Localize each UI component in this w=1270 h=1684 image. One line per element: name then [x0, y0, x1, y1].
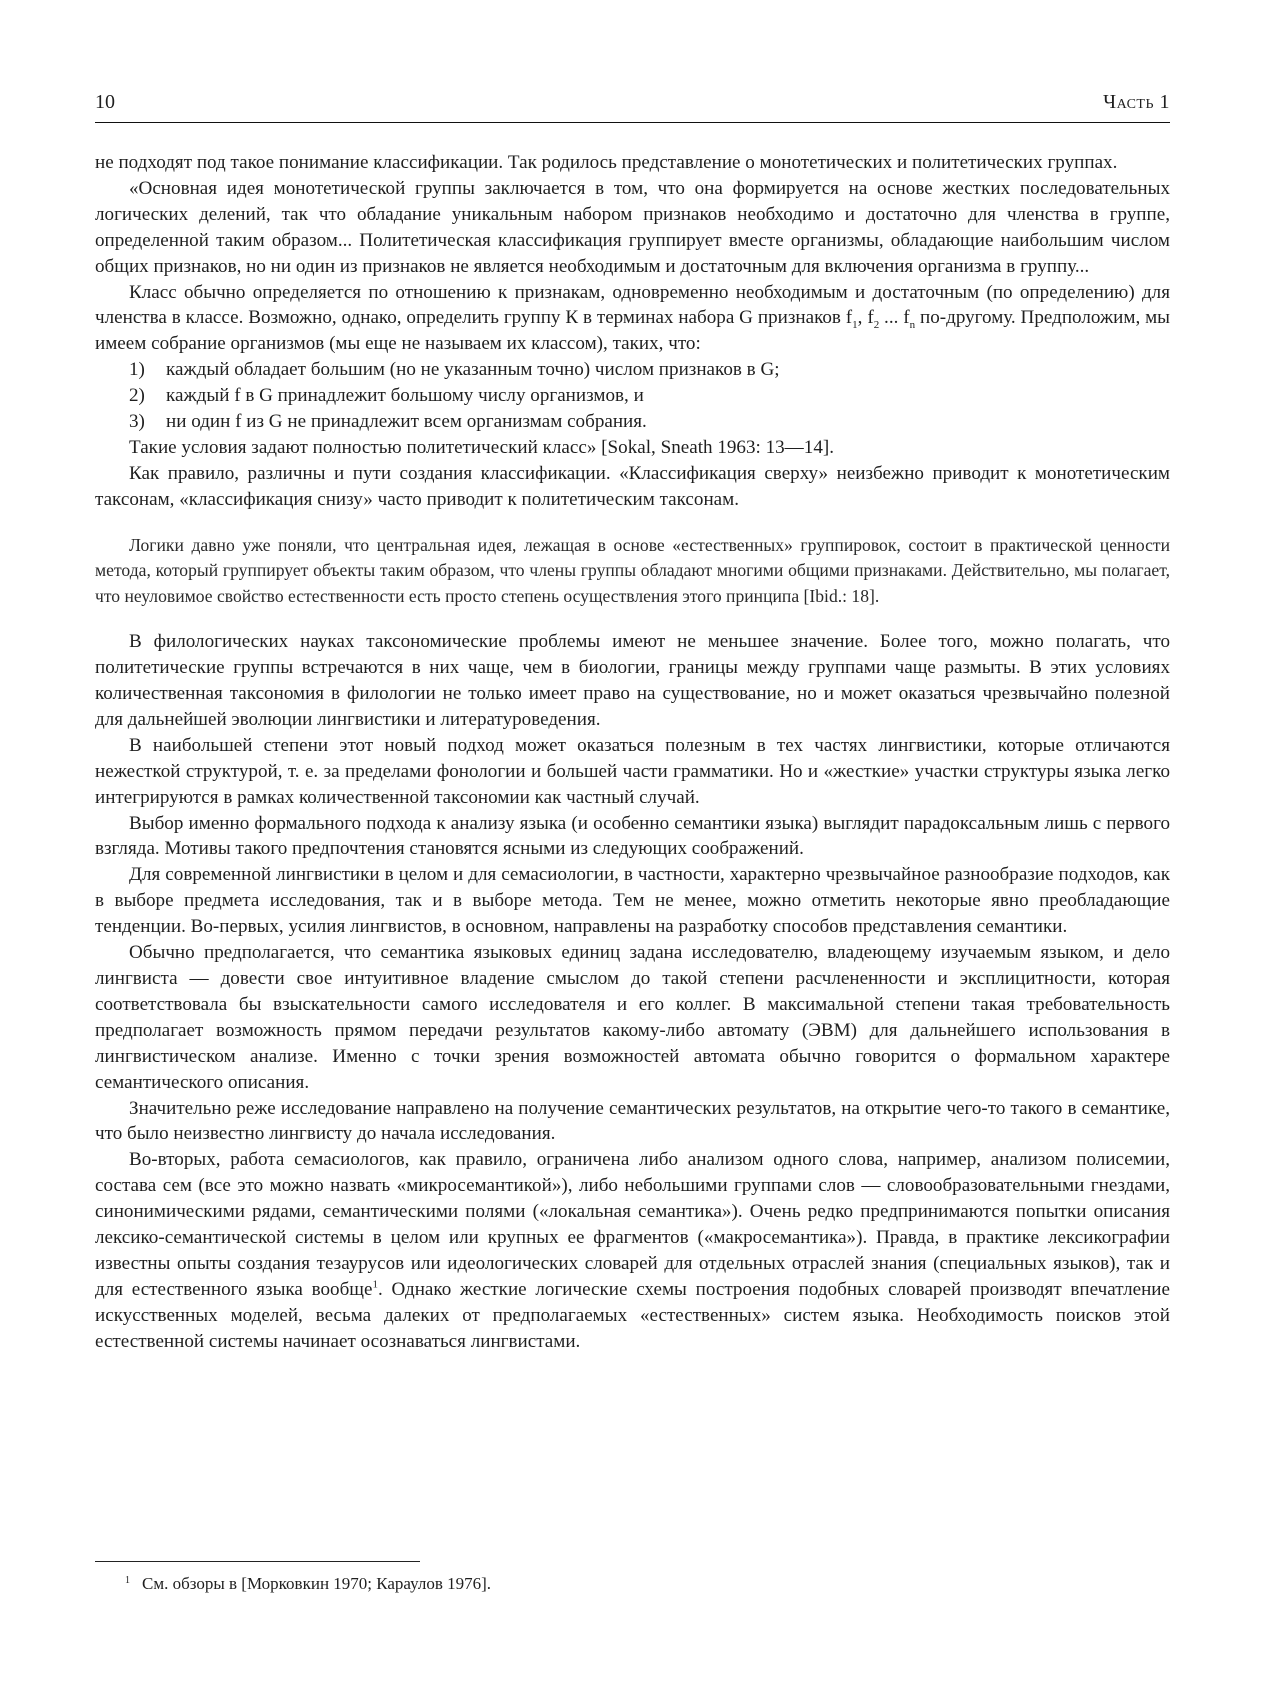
paragraph [95, 1147, 1170, 1354]
paragraph: Для современной лингвистики в целом и для семасиологии, в частности, характерно чрезвычайное разнообразие подходов, как в выборе предмета исследования, так и в выборе метода. Тем не менее, можно отметить некоторые явно преобладающие тенденции. Во-первых, усилия лингвистов, в основном, направлены на разработку способов представления семантики. [95, 864, 1170, 938]
footnote [125, 1574, 491, 1594]
paragraph: В наибольшей степени этот новый подход может оказаться полезным в тех частях лингвистики, которые отличаются нежесткой структурой, т. е. за пределами фонологии и большей части грамматики. Но и «жесткие» участки структуры языка легко интегрируются в рамках количественной таксономии как частный случай. [95, 734, 1170, 808]
running-header [95, 86, 1170, 123]
list-text: каждый обладает большим (но не указанным точно) числом признаков в G; [166, 359, 780, 381]
page-number: 10 [95, 91, 115, 113]
list-number: 2) [129, 385, 145, 407]
list-item [95, 383, 1170, 409]
footnote-text: См. обзоры в [Морковкин 1970; Караулов 1976]. [142, 1574, 492, 1593]
subscript: n [909, 319, 916, 332]
list-number: 1) [129, 359, 145, 381]
paragraph: В филологических науках таксономические проблемы имеют не меньшее значение. Более того, можно полагать, что политетические группы встречаются в них чаще, чем в биологии, границы между группами чаще размыты. В этих условиях количественная таксономия в филологии не только имеет право на существование, но и может оказаться чрезвычайно полезной для дальнейшей эволюции лингвистики и литературоведения. [95, 631, 1170, 730]
paragraph: «Основная идея монотетической группы заключается в том, что она формируется на основе жестких последовательных логических делений, так что обладание уникальным набором признаков необходимо и достаточно для членства в группе, определенной таким образом... Политетическая классификация группирует вместе организмы, обладающие наибольшим числом общих признаков, но ни один из признаков не является необходимым и достаточным для включения организма в группу... [95, 177, 1170, 277]
text-span: по-другому. Предположим, мы имеем собрание организмов (мы еще не называем их классом), таких, что: [95, 307, 1170, 355]
footnote-marker[interactable]: 1 [372, 1278, 378, 1291]
paragraph [95, 280, 1170, 358]
subscript: 1 [852, 319, 858, 332]
text-span: Во-вторых, работа семасиологов, как правило, ограничена либо анализом одного слова, например, анализом полисемии, состава сем (все это можно назвать «микросемантикой»), либо небольшими группами слов — словообразовательными гнездами, синонимическими рядами, семантическими полями («локальная семантика»). Очень редко предпринимаются попытки описания лексико-семантической системы в целом или крупных ее фрагментов («макросемантика»). Правда, в практике лексикографии известны опыты создания тезаурусов или идеологических словарей для отдельных отраслей знания (специальных языков), так и для естественного языка вообще [95, 1149, 1170, 1300]
text-span: . Однако жесткие логические схемы построения подобных словарей производят впечатление искусственных моделей, весьма далеких от предполагаемых «естественных» систем языка. Необходимость поисков этой естественной системы начинает осознаваться лингвистами. [95, 1278, 1170, 1352]
paragraph: Выбор именно формального подхода к анализу языка (и особенно семантики языка) выглядит парадоксальным лишь с первого взгляда. Мотивы такого предпочтения становятся ясными из следующих соображений. [95, 812, 1170, 860]
text-span: Класс обычно определяется по отношению к признакам, одновременно необходимым и достаточным (по определению) для членства в классе. Возможно, однако, определить группу К в терминах набора G признаков f [95, 281, 1170, 329]
text-span: ... f [879, 307, 910, 329]
block-quote [95, 533, 1170, 610]
quote-text: Логики давно уже поняли, что центральная идея, лежащая в основе «естественных» группировок, состоит в практической ценности метода, который группирует объекты таким образом, что члены группы обладают многими общими признаками. Действительно, мы полагает, что неуловимое свойство естественности есть просто степень осуществления этого принципа [Ibid.: 18]. [95, 534, 1170, 606]
footnote-divider [95, 1561, 420, 1562]
main-text [95, 150, 1170, 1355]
paragraph: Как правило, различны и пути создания классификации. «Классификация сверху» неизбежно приводит к монотетическим таксонам, «классификация снизу» часто приводит к политетическим таксонам. [95, 462, 1170, 510]
list-number: 3) [129, 411, 145, 433]
paragraph: не подходят под такое понимание классификации. Так родилось представление о монотетических и политетических группах. [95, 152, 1118, 173]
running-head: Часть 1 [1103, 91, 1170, 113]
list-item [95, 409, 1170, 435]
paragraph: Обычно предполагается, что семантика языковых единиц задана исследователю, владеющему изучаемым языком, и дело лингвиста — довести свое интуитивное владение смыслом до такой степени расчлененности и эксплицитности, которая соответствовала бы взыскательности самого исследователя и его коллег. В максимальной степени такая требовательность предполагает возможность прямом передачи результатов какому-либо автомату (ЭВМ) для дальнейшего использования в лингвистическом анализе. Именно с точки зрения возможностей автомата обычно говорится о формальном характере семантического описания. [95, 942, 1170, 1093]
footnote-number: 1 [125, 1575, 130, 1586]
list-text: ни один f из G не принадлежит всем организмам собрания. [166, 411, 647, 433]
paragraph: Такие условия задают полностью политетический класс» [Sokal, Sneath 1963: 13—14]. [129, 436, 834, 458]
list-text: каждый f в G принадлежит большому числу организмов, и [166, 385, 644, 407]
list-item [95, 357, 1170, 383]
subscript: 2 [873, 319, 880, 332]
text-span: , f [857, 307, 874, 329]
paragraph: Значительно реже исследование направлено на получение семантических результатов, на открытие чего-то такого в семантике, что было неизвестно лингвисту до начала исследования. [95, 1097, 1170, 1145]
